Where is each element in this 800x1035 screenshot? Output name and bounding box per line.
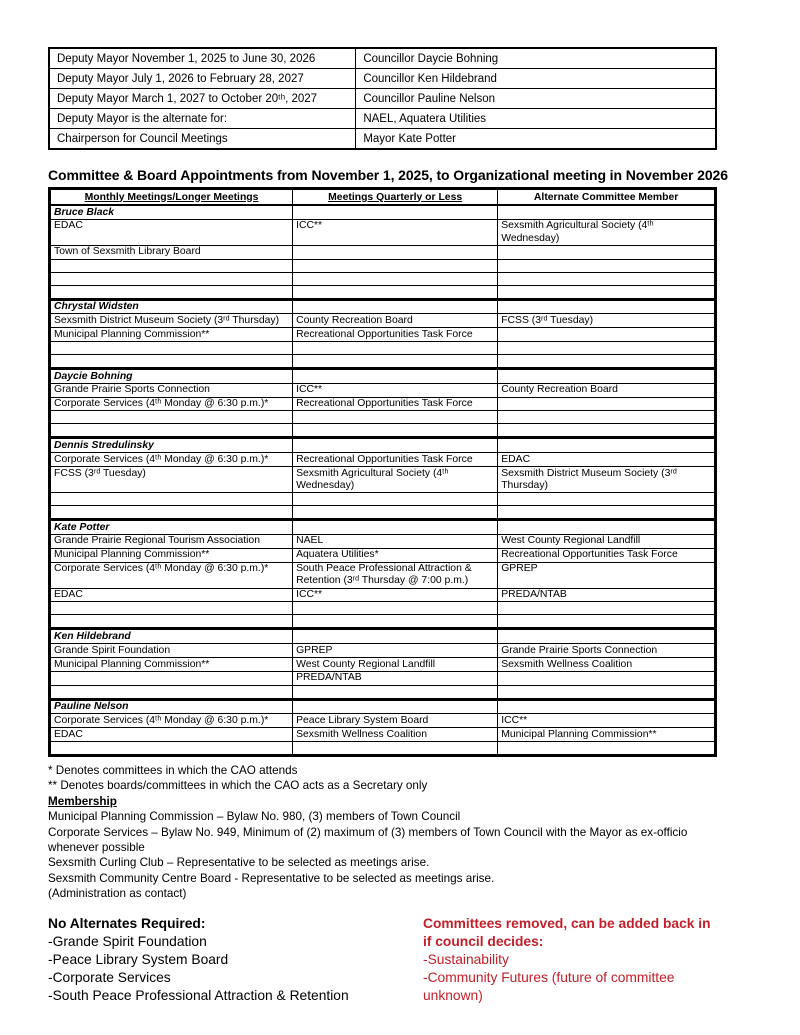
committee-cell (50, 671, 293, 685)
committee-cell: Peace Library System Board (293, 714, 498, 728)
deputy-label: Deputy Mayor November 1, 2025 to June 30, 2026 (49, 48, 356, 69)
committee-empty-cell (293, 699, 498, 714)
committee-empty-cell (498, 520, 716, 535)
page-title: Committee & Board Appointments from November 1, 2025, to Organizational meeting in November 2026 (48, 167, 728, 183)
committee-person-name: Bruce Black (50, 205, 293, 219)
committee-cell (293, 411, 498, 424)
committee-cell (498, 272, 716, 285)
committee-cell: Sexsmith Agricultural Society (4ᵗʰ Wednesday) (293, 467, 498, 493)
deputy-label: Chairperson for Council Meetings (49, 129, 356, 150)
committee-cell: County Recreation Board (293, 314, 498, 328)
no-alternates-item: -Corporate Services (48, 969, 171, 985)
committee-cell (50, 424, 293, 438)
committee-empty-cell (293, 299, 498, 314)
committee-cell (50, 342, 293, 355)
committee-cell (498, 259, 716, 272)
deputy-value: Councillor Ken Hildebrand (356, 69, 716, 89)
no-alternates-item: -Peace Library System Board (48, 951, 229, 967)
committee-cell: ICC** (498, 714, 716, 728)
committee-empty-cell (293, 205, 498, 219)
removed-committees-heading: Committees removed, can be added back in if council decides: (423, 915, 711, 949)
committee-empty-cell (293, 520, 498, 535)
deputy-row (49, 48, 716, 69)
membership-line-corporate: Corporate Services – Bylaw No. 949, Minimum of (2) maximum of (3) members of Town Council with the Mayor as ex-officio whenever possible (48, 825, 688, 855)
committee-cell (293, 742, 498, 756)
committee-cell: West County Regional Landfill (498, 534, 716, 548)
committee-cell: West County Regional Landfill (293, 658, 498, 672)
committee-section-name-row (50, 520, 716, 535)
committee-cell (498, 342, 716, 355)
committee-cell: Sexsmith Wellness Coalition (498, 658, 716, 672)
no-alternates-item: -Grande Spirit Foundation (48, 933, 207, 949)
no-alternates-item: -South Peace Professional Attraction & Retention (48, 987, 349, 1003)
page-content (48, 47, 728, 1005)
committee-cell: Corporate Services (4ᵗʰ Monday @ 6:30 p.m.)* (50, 453, 293, 467)
committee-row (50, 714, 716, 728)
committee-cell: Recreational Opportunities Task Force (498, 548, 716, 562)
committee-cell: GPREP (498, 562, 716, 588)
committee-cell (50, 506, 293, 520)
removed-committees-item: -Community Futures (future of committee unknown) (423, 969, 675, 1003)
no-alternates-list (48, 915, 423, 1005)
committee-empty-cell (293, 369, 498, 384)
committee-header-quarterly: Meetings Quarterly or Less (293, 189, 498, 206)
membership-line-admin-contact: (Administration as contact) (48, 887, 187, 901)
committee-cell (293, 272, 498, 285)
committee-cell (293, 685, 498, 699)
committee-row (50, 424, 716, 438)
committee-cell: Municipal Planning Commission** (50, 548, 293, 562)
deputy-value: NAEL, Aquatera Utilities (356, 109, 716, 129)
committee-cell: Municipal Planning Commission** (498, 728, 716, 742)
committee-empty-cell (293, 438, 498, 453)
committee-row (50, 534, 716, 548)
committee-cell (50, 685, 293, 699)
committee-cell: FCSS (3ʳᵈ Tuesday) (498, 314, 716, 328)
committee-cell (50, 602, 293, 615)
committee-cell: Sexsmith Wellness Coalition (293, 728, 498, 742)
committee-empty-cell (498, 299, 716, 314)
committee-row (50, 259, 716, 272)
deputy-label: Deputy Mayor March 1, 2027 to October 20ᵗʰ, 2027 (49, 89, 356, 109)
committee-row (50, 615, 716, 629)
committee-cell (50, 742, 293, 756)
committee-empty-cell (498, 438, 716, 453)
committee-person-name: Daycie Bohning (50, 369, 293, 384)
committee-cell (50, 355, 293, 369)
committee-cell: ICC** (293, 219, 498, 245)
committee-row (50, 328, 716, 342)
committee-section-name-row (50, 299, 716, 314)
removed-committees-item: -Sustainability (423, 951, 509, 967)
committee-person-name: Pauline Nelson (50, 699, 293, 714)
membership-line-community-centre: Sexsmith Community Centre Board - Representative to be selected as meetings arise. (48, 871, 495, 885)
committee-cell (50, 493, 293, 506)
committee-cell: Sexsmith Agricultural Society (4ᵗʰ Wednesday) (498, 219, 716, 245)
committee-table-body (50, 205, 716, 756)
deputy-label: Deputy Mayor July 1, 2026 to February 28, 2027 (49, 69, 356, 89)
membership-line-curling: Sexsmith Curling Club – Representative to be selected as meetings arise. (48, 856, 430, 870)
committee-cell: GPREP (293, 644, 498, 658)
committee-person-name: Kate Potter (50, 520, 293, 535)
committee-table (48, 187, 717, 757)
committee-cell (498, 671, 716, 685)
bottom-block (48, 915, 717, 1005)
committee-row (50, 245, 716, 259)
committee-cell (498, 424, 716, 438)
committee-cell (293, 424, 498, 438)
committee-cell (293, 355, 498, 369)
committee-empty-cell (293, 629, 498, 644)
committee-cell (498, 411, 716, 424)
committee-cell (498, 685, 716, 699)
committee-cell: EDAC (50, 728, 293, 742)
committee-person-name: Dennis Stredulinsky (50, 438, 293, 453)
committee-row (50, 562, 716, 588)
committee-row (50, 644, 716, 658)
committee-row (50, 742, 716, 756)
committee-row (50, 548, 716, 562)
committee-row (50, 588, 716, 602)
committee-cell: NAEL (293, 534, 498, 548)
committee-row (50, 219, 716, 245)
committee-empty-cell (498, 205, 716, 219)
deputy-value: Councillor Daycie Bohning (356, 48, 716, 69)
committee-cell: Grande Spirit Foundation (50, 644, 293, 658)
committee-cell: Corporate Services (4ᵗʰ Monday @ 6:30 p.m.)* (50, 397, 293, 411)
deputy-label: Deputy Mayor is the alternate for: (49, 109, 356, 129)
committee-cell: EDAC (50, 219, 293, 245)
committee-cell: Recreational Opportunities Task Force (293, 397, 498, 411)
committee-cell (50, 285, 293, 299)
committee-cell: ICC** (293, 383, 498, 397)
membership-line-mpc: Municipal Planning Commission – Bylaw No. 980, (3) members of Town Council (48, 810, 461, 824)
deputy-row (49, 69, 716, 89)
committee-cell: Grande Prairie Sports Connection (498, 644, 716, 658)
committee-cell: FCSS (3ʳᵈ Tuesday) (50, 467, 293, 493)
committee-row (50, 355, 716, 369)
committee-header-alternate: Alternate Committee Member (498, 189, 716, 206)
committee-cell (293, 615, 498, 629)
committee-cell: Municipal Planning Commission** (50, 658, 293, 672)
committee-cell: ICC** (293, 588, 498, 602)
deputy-row (49, 109, 716, 129)
committee-empty-cell (498, 629, 716, 644)
committee-cell: Aquatera Utilities* (293, 548, 498, 562)
committee-cell (50, 411, 293, 424)
committee-row (50, 453, 716, 467)
committee-person-name: Ken Hildebrand (50, 629, 293, 644)
committee-cell (50, 615, 293, 629)
committee-row (50, 671, 716, 685)
committee-row (50, 602, 716, 615)
committee-cell: PREDA/NTAB (498, 588, 716, 602)
committee-cell (498, 397, 716, 411)
committee-cell (50, 259, 293, 272)
deputy-mayor-table (48, 47, 717, 150)
committee-row (50, 285, 716, 299)
committee-row (50, 728, 716, 742)
committee-cell: Grande Prairie Regional Tourism Association (50, 534, 293, 548)
committee-cell: Grande Prairie Sports Connection (50, 383, 293, 397)
footnotes-block (48, 763, 717, 902)
committee-empty-cell (498, 699, 716, 714)
committee-cell (498, 506, 716, 520)
committee-cell: Municipal Planning Commission** (50, 328, 293, 342)
committee-cell (498, 285, 716, 299)
committee-row (50, 314, 716, 328)
committee-cell (498, 602, 716, 615)
committee-cell (293, 342, 498, 355)
committee-cell (498, 615, 716, 629)
committee-cell (498, 245, 716, 259)
committee-section-name-row (50, 699, 716, 714)
committee-cell: Recreational Opportunities Task Force (293, 453, 498, 467)
committee-row (50, 685, 716, 699)
committee-header-monthly: Monthly Meetings/Longer Meetings (50, 189, 293, 206)
committee-cell (293, 506, 498, 520)
committee-empty-cell (498, 369, 716, 384)
committee-section-name-row (50, 438, 716, 453)
membership-heading: Membership (48, 794, 117, 808)
committee-cell: Sexsmith District Museum Society (3ʳᵈ Thursday) (50, 314, 293, 328)
committee-row (50, 467, 716, 493)
deputy-value: Mayor Kate Potter (356, 129, 716, 150)
removed-committees-list (423, 915, 715, 1005)
committee-cell (293, 259, 498, 272)
committee-row (50, 342, 716, 355)
committee-cell: EDAC (498, 453, 716, 467)
deputy-row (49, 89, 716, 109)
deputy-value: Councillor Pauline Nelson (356, 89, 716, 109)
deputy-row (49, 129, 716, 150)
committee-cell (293, 493, 498, 506)
no-alternates-heading: No Alternates Required: (48, 915, 206, 931)
committee-cell (293, 285, 498, 299)
committee-cell (50, 272, 293, 285)
committee-cell: Corporate Services (4ᵗʰ Monday @ 6:30 p.m.)* (50, 562, 293, 588)
committee-cell: County Recreation Board (498, 383, 716, 397)
committee-cell (498, 355, 716, 369)
committee-person-name: Chrystal Widsten (50, 299, 293, 314)
footnote-cao-secretary: ** Denotes boards/committees in which the CAO acts as a Secretary only (48, 779, 428, 793)
committee-row (50, 506, 716, 520)
committee-row (50, 272, 716, 285)
committee-cell (498, 742, 716, 756)
committee-row (50, 397, 716, 411)
committee-cell (293, 245, 498, 259)
committee-section-name-row (50, 205, 716, 219)
committee-cell (498, 328, 716, 342)
committee-cell: PREDA/NTAB (293, 671, 498, 685)
committee-cell: Recreational Opportunities Task Force (293, 328, 498, 342)
committee-cell: South Peace Professional Attraction & Retention (3ʳᵈ Thursday @ 7:00 p.m.) (293, 562, 498, 588)
committee-cell (498, 493, 716, 506)
committee-cell: Town of Sexsmith Library Board (50, 245, 293, 259)
committee-section-name-row (50, 369, 716, 384)
committee-cell (293, 602, 498, 615)
committee-cell: Sexsmith District Museum Society (3ʳᵈ Thursday) (498, 467, 716, 493)
committee-row (50, 658, 716, 672)
footnote-cao-attends: * Denotes committees in which the CAO attends (48, 764, 298, 778)
committee-cell: EDAC (50, 588, 293, 602)
committee-section-name-row (50, 629, 716, 644)
committee-row (50, 493, 716, 506)
committee-cell: Corporate Services (4ᵗʰ Monday @ 6:30 p.m.)* (50, 714, 293, 728)
committee-header-row (50, 189, 716, 206)
committee-row (50, 383, 716, 397)
committee-row (50, 411, 716, 424)
